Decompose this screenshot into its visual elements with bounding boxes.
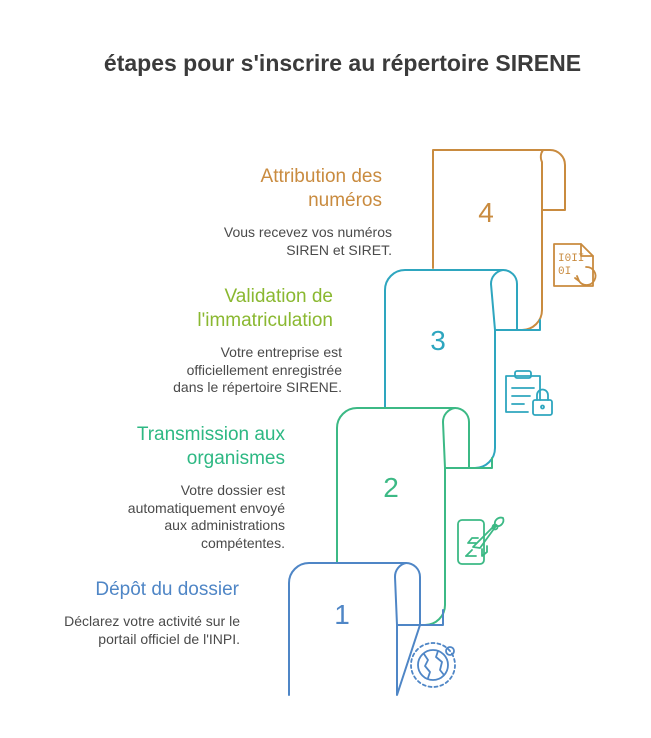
step-2-desc-line: compétentes.	[200, 534, 285, 551]
step-2-number: 2	[383, 472, 399, 503]
scroll-step-1	[289, 563, 443, 695]
globe-icon	[411, 643, 455, 687]
svg-text:I0II: I0II	[558, 253, 585, 265]
step-1-title	[95, 578, 239, 602]
step-2-desc-line: Votre dossier est	[180, 482, 285, 498]
step-3-title	[197, 285, 333, 333]
step-4-title-line: numéros	[308, 190, 382, 211]
step-2-title	[137, 423, 285, 471]
step-4-desc-line: SIREN et SIRET.	[286, 241, 392, 258]
step-3-title-line: l'immatriculation	[197, 310, 333, 331]
step-4-title-line: Attribution des	[260, 166, 382, 187]
step-1-description	[64, 613, 240, 648]
step-3-number: 3	[430, 325, 446, 356]
step-4-title	[261, 165, 382, 213]
step-1-number: 1	[334, 599, 350, 630]
svg-text:0I: 0I	[558, 266, 572, 278]
step-4-description	[224, 224, 392, 259]
scroll-step-4	[433, 150, 565, 330]
step-2-description	[128, 482, 285, 552]
step-2-title-line: organismes	[186, 448, 285, 469]
page-title: étapes pour s'inscrire au répertoire SIRENE	[103, 50, 582, 76]
step-1-desc-line: portail officiel de l'INPI.	[98, 630, 240, 647]
step-4-desc-line: Vous recevez vos numéros	[223, 224, 392, 240]
scroll-step-3	[385, 270, 540, 468]
scroll-step-2	[337, 408, 492, 625]
step-3-desc-line: Votre entreprise est	[220, 344, 342, 360]
step-2-desc-line: aux administrations	[164, 517, 285, 533]
binary-file-icon	[554, 244, 595, 286]
clipboard-lock-icon	[506, 371, 552, 415]
step-1-desc-line: Déclarez votre activité sur le	[64, 613, 240, 629]
step-4-number: 4	[478, 197, 494, 228]
step-1-title-line: Dépôt du dossier	[95, 579, 239, 600]
mobile-rocket-icon	[458, 518, 503, 564]
step-3-desc-line: officiellement enregistrée	[186, 361, 342, 378]
step-3-desc-line: dans le répertoire SIRENE.	[173, 379, 342, 395]
step-2-title-line: Transmission aux	[136, 424, 285, 445]
step-3-description	[173, 344, 342, 397]
step-2-desc-line: automatiquement envoyé	[127, 499, 285, 516]
step-3-title-line: Validation de	[224, 286, 333, 307]
